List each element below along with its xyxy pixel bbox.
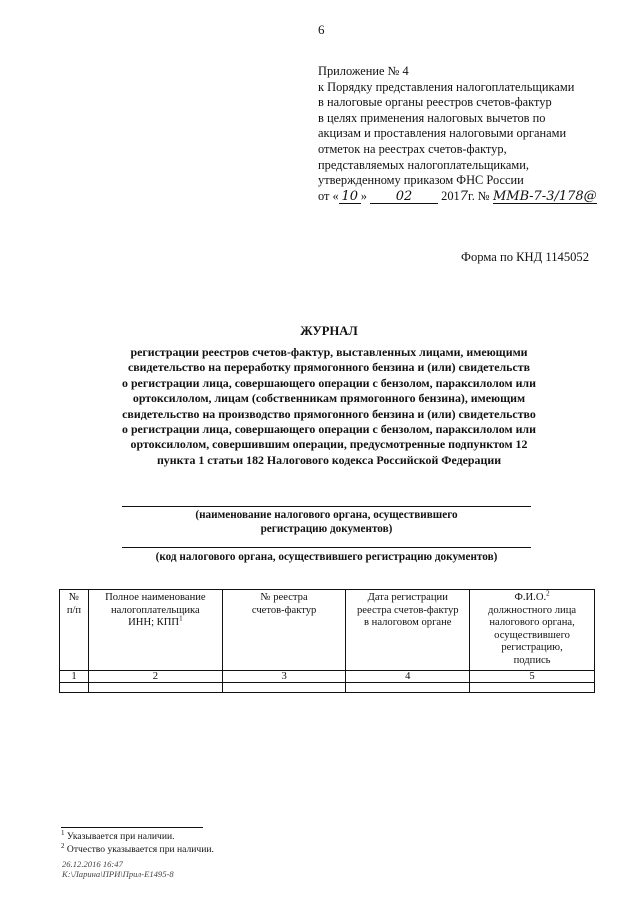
tax-authority-name-line xyxy=(122,506,531,507)
appendix-line: в целях применения налоговых вычетов по xyxy=(318,110,546,125)
column-number: 4 xyxy=(346,670,470,682)
subtitle-line: ортоксилолом, совершившим операции, предусмотренные подпунктом 12 xyxy=(130,437,528,452)
subtitle-line: ортоксилолом, лицам (собственникам прямогонного бензина), имеющим xyxy=(132,391,526,406)
subtitle-line: пункта 1 статьи 182 Налогового кодекса Российской Федерации xyxy=(156,452,502,467)
caption-line: регистрацию документов) xyxy=(260,523,393,535)
file-stamp: 26.12.2016 16:47 К:\Ларина\ПРИ\Прил-Е1495-8 xyxy=(62,859,174,880)
year-suffix: г. № xyxy=(468,188,493,203)
order-month: 02 xyxy=(370,191,438,204)
order-number: ММВ-7-3/178@ xyxy=(492,188,597,204)
subtitle-line: регистрации реестров счетов-фактур, выставленных лицами, имеющими xyxy=(130,345,528,359)
form-code: Форма по КНД 1145052 xyxy=(461,250,590,264)
appendix-line: в налоговые органы реестров счетов-фактур xyxy=(318,95,552,110)
appendix-header xyxy=(318,64,618,204)
order-day: 10 xyxy=(339,191,361,204)
table-row xyxy=(60,682,595,692)
document-title: ЖУРНАЛ xyxy=(300,324,358,338)
footnotes xyxy=(61,830,601,857)
appendix-line: акцизам и проставления налоговыми органами xyxy=(318,126,567,141)
column-number: 5 xyxy=(470,670,595,682)
date-prefix: от « xyxy=(318,188,339,203)
caption-line: (наименование налогового органа, осуществившего xyxy=(195,509,458,521)
column-number: 3 xyxy=(222,670,346,682)
registration-table xyxy=(59,589,595,693)
footnote-separator xyxy=(61,827,203,828)
footnote-2: $^2$ Отчество указывается при наличии. xyxy=(61,842,214,856)
table-cell xyxy=(60,682,89,692)
column-numbers-row xyxy=(60,670,595,682)
footnote-ref: 2 xyxy=(546,589,550,598)
appendix-line: Приложение № 4 xyxy=(318,64,409,78)
date-mid: » xyxy=(360,188,371,203)
footnote-1: $^1$ Указывается при наличии. xyxy=(61,828,175,842)
table-header-row xyxy=(60,590,595,671)
header-cell-official: Ф.И.О.$^2$ должностного лица налогового органа, осуществившего регистрацию, подпись xyxy=(470,590,595,671)
appendix-line: к Порядку представления налогоплательщиками xyxy=(318,79,575,94)
footnote-ref: 1 xyxy=(179,614,183,623)
subtitle-line: о регистрации лица, совершающего операции с бензолом, параксилолом или xyxy=(122,422,536,437)
table-cell xyxy=(470,682,595,692)
table-cell xyxy=(346,682,470,692)
appendix-line: отметок на реестрах счетов-фактур, xyxy=(318,141,507,156)
year-prefix: 201 xyxy=(438,188,460,203)
subtitle-line: свидетельство на переработку прямогонного бензина и (или) свидетельств xyxy=(127,360,531,375)
tax-code-line xyxy=(122,547,531,548)
header-cell-registry-number: № реестра счетов-фактур xyxy=(222,590,346,671)
header-cell-number: № п/п xyxy=(60,590,89,671)
header-cell-taxpayer: Полное наименование налогоплательщика ИНН; КПП$^1$ xyxy=(88,590,222,671)
column-number: 1 xyxy=(60,670,89,682)
order-year-digit: 7 xyxy=(459,188,469,204)
document-subtitle xyxy=(82,345,576,468)
page-number: 6 xyxy=(318,22,325,37)
appendix-line: представляемых налогоплательщиками, xyxy=(318,157,529,172)
column-number: 2 xyxy=(88,670,222,682)
header-cell-registration-date: Дата регистрации реестра счетов-фактур в налоговом органе xyxy=(346,590,470,671)
appendix-line: утвержденному приказом ФНС России xyxy=(318,173,524,188)
order-date-line xyxy=(318,189,618,205)
table-cell xyxy=(88,682,222,692)
table-cell xyxy=(222,682,346,692)
tax-authority-caption xyxy=(122,508,531,536)
subtitle-line: свидетельство на производство прямогонного бензина и (или) свидетельство xyxy=(122,406,536,421)
subtitle-line: о регистрации лица, совершающего операции с бензолом, параксилолом или xyxy=(122,375,536,390)
tax-code-caption: (код налогового органа, осуществившего регистрацию документов) xyxy=(155,551,498,563)
